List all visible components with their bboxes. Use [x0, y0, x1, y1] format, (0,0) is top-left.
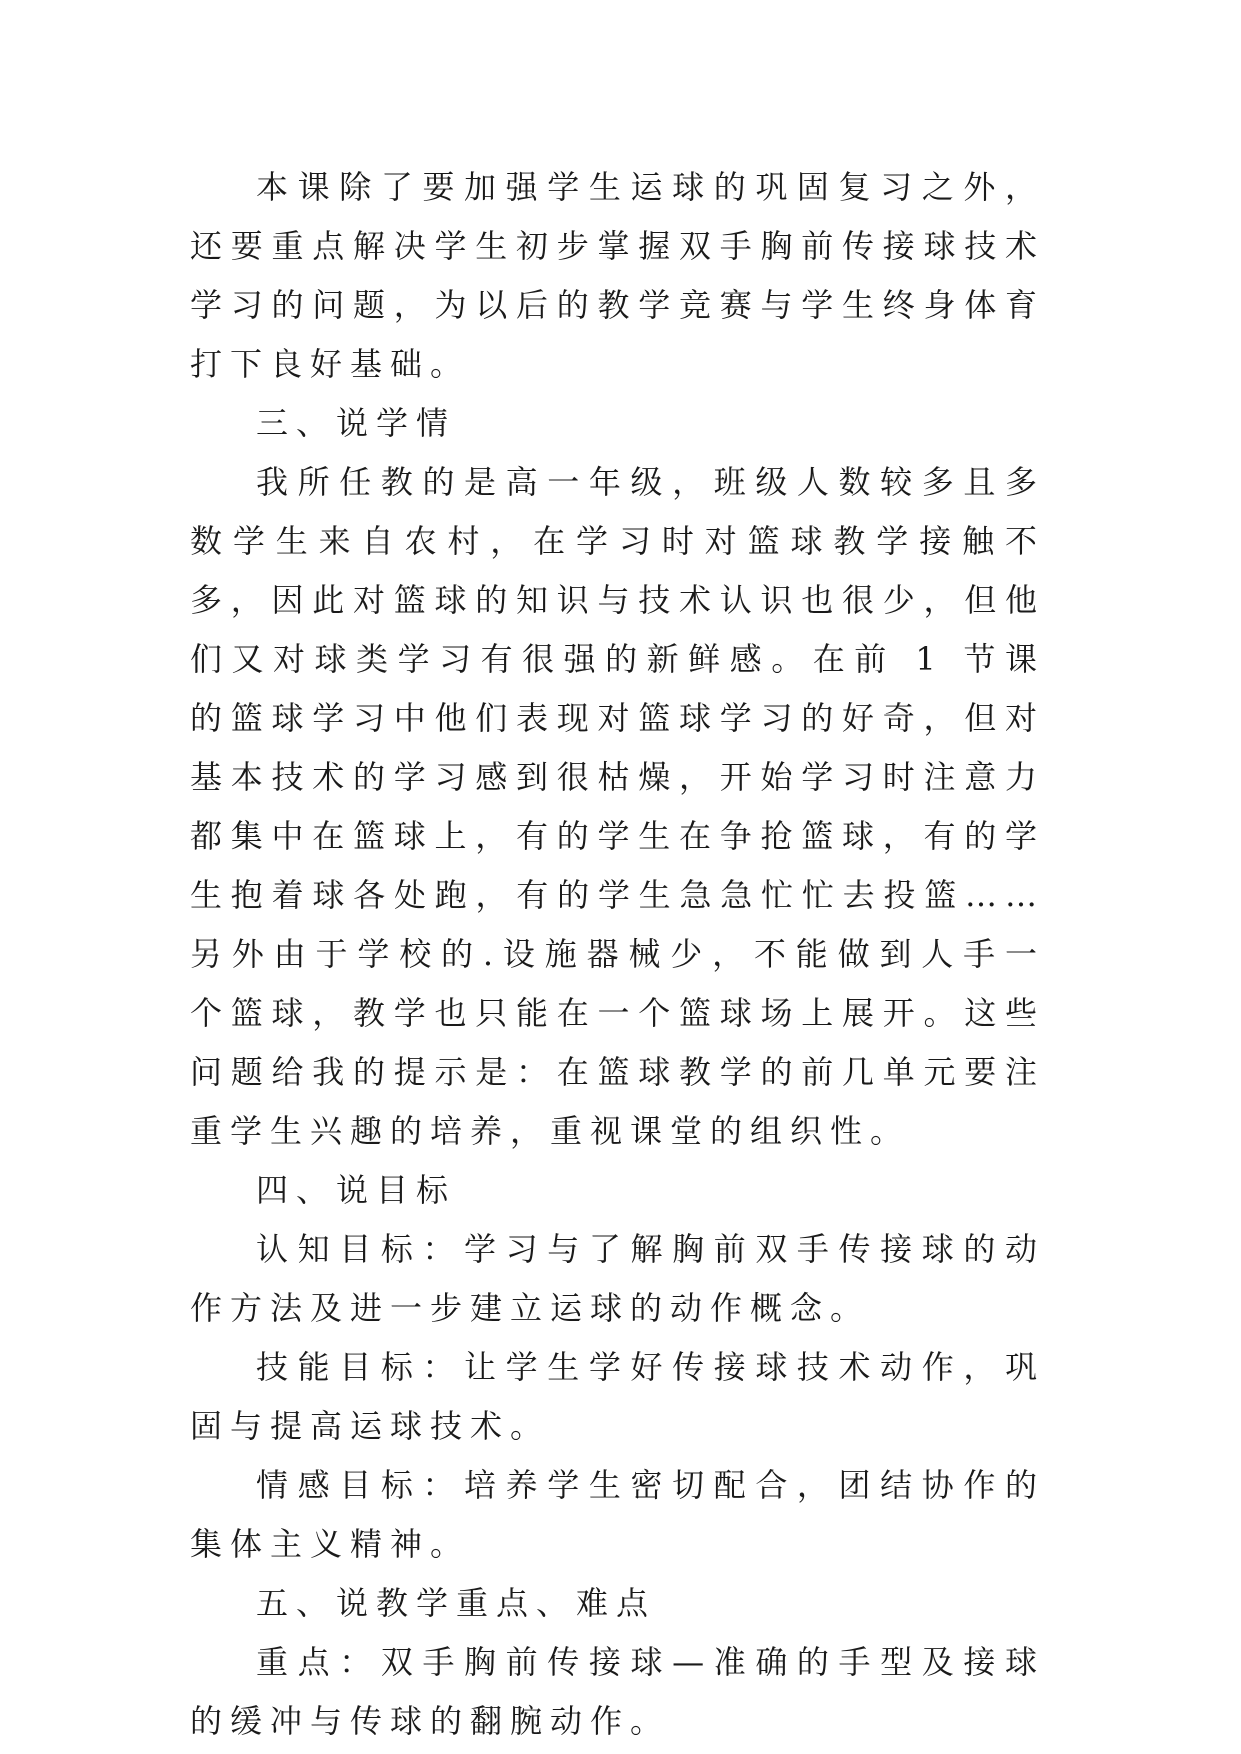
section-heading-key-points: 五、说教学重点、难点	[256, 1584, 657, 1622]
paragraph-key-point: 重点：双手胸前传接球—准确的手型及接球的缓冲与传球的翻腕动作。	[190, 1643, 1045, 1740]
paragraph-skill-objective: 技能目标：让学生学好传接球技术动作，巩固与提高运球技术。	[190, 1348, 1045, 1445]
paragraph-cognitive-objective: 认知目标：学习与了解胸前双手传接球的动作方法及进一步建立运球的动作概念。	[190, 1230, 1045, 1327]
paragraph-student-analysis: 我所任教的是高一年级，班级人数较多且多数学生来自农村，在学习时对篮球教学接触不多，因此对篮球的知识与技术认识也很少，但他们又对球类学习有很强的新鲜感。在前 1 节课的篮球学习中他们表现对篮球学习的好奇，但对基本技术的学习感到很枯燥，开始学习时注意力都集中在篮球上，有的学生在争抢篮球，有的学生抱着球各处跑，有的学生急急忙忙去投篮……另外由于学校的.设施器械少，不能做到人手一个篮球，教学也只能在一个篮球场上展开。这些问题给我的提示是：在篮球教学的前几单元要注重学生兴趣的培养，重视课堂的组织性。	[190, 463, 1045, 1150]
document-body	[190, 158, 1045, 1751]
paragraph-course-focus: 本课除了要加强学生运球的巩固复习之外，还要重点解决学生初步掌握双手胸前传接球技术学习的问题，为以后的教学竞赛与学生终身体育打下良好基础。	[190, 168, 1045, 383]
section-heading-objectives: 四、说目标	[256, 1171, 457, 1209]
section-heading-student-analysis: 三、说学情	[256, 404, 457, 442]
paragraph-emotional-objective: 情感目标：培养学生密切配合，团结协作的集体主义精神。	[190, 1466, 1045, 1563]
